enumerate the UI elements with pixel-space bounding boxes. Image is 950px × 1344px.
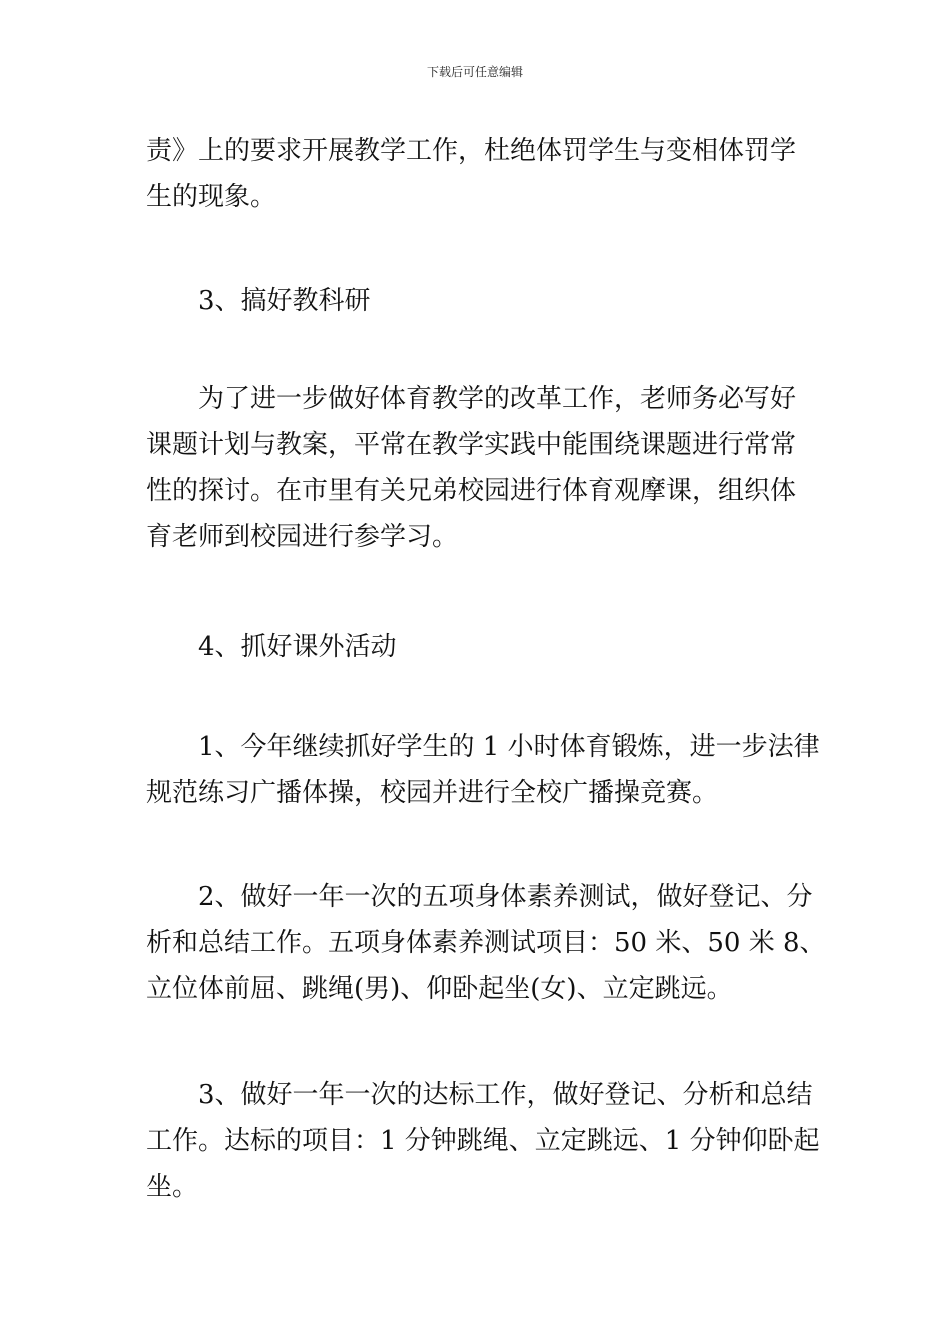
text-line: 2、做好一年一次的五项身体素养测试，做好登记、分 bbox=[198, 882, 813, 912]
text-line: 为了进一步做好体育教学的改革工作，老师务必写好 bbox=[198, 384, 797, 414]
text-line: 育老师到校园进行参学习。 bbox=[146, 522, 459, 552]
text-line: 规范练习广播体操，校园并进行全校广播操竞赛。 bbox=[146, 778, 719, 808]
heading-text: 3、搞好教科研 bbox=[198, 286, 371, 316]
text-line: 课题计划与教案，平常在教学实践中能围绕课题进行常常 bbox=[146, 430, 797, 460]
paragraph-item-2 bbox=[146, 874, 826, 1012]
text-line: 立位体前屈、跳绳(男)、仰卧起坐(女)、立定跳远。 bbox=[146, 974, 733, 1004]
paragraph-continuation bbox=[146, 128, 796, 220]
text-line: 生的现象。 bbox=[146, 182, 277, 212]
text-line: 坐。 bbox=[146, 1172, 199, 1202]
paragraph-research bbox=[146, 376, 810, 560]
text-line: 1、今年继续抓好学生的 1 小时体育锻炼，进一步法律 bbox=[198, 732, 820, 762]
header-note: 下载后可任意编辑 bbox=[426, 65, 523, 79]
text-line: 责》上的要求开展教学工作，杜绝体罚学生与变相体罚学 bbox=[146, 136, 797, 166]
paragraph-item-1 bbox=[146, 724, 820, 816]
section-heading-4 bbox=[198, 624, 397, 670]
text-line: 性的探讨。在市里有关兄弟校园进行体育观摩课，组织体 bbox=[146, 476, 797, 506]
section-heading-3 bbox=[198, 278, 371, 324]
text-line: 3、做好一年一次的达标工作，做好登记、分析和总结 bbox=[198, 1080, 813, 1110]
heading-text: 4、抓好课外活动 bbox=[198, 632, 397, 662]
text-line: 析和总结工作。五项身体素养测试项目：50 米、50 米 8、 bbox=[146, 928, 826, 958]
paragraph-item-3 bbox=[146, 1072, 820, 1210]
text-line: 工作。达标的项目：1 分钟跳绳、立定跳远、1 分钟仰卧起 bbox=[146, 1126, 820, 1156]
